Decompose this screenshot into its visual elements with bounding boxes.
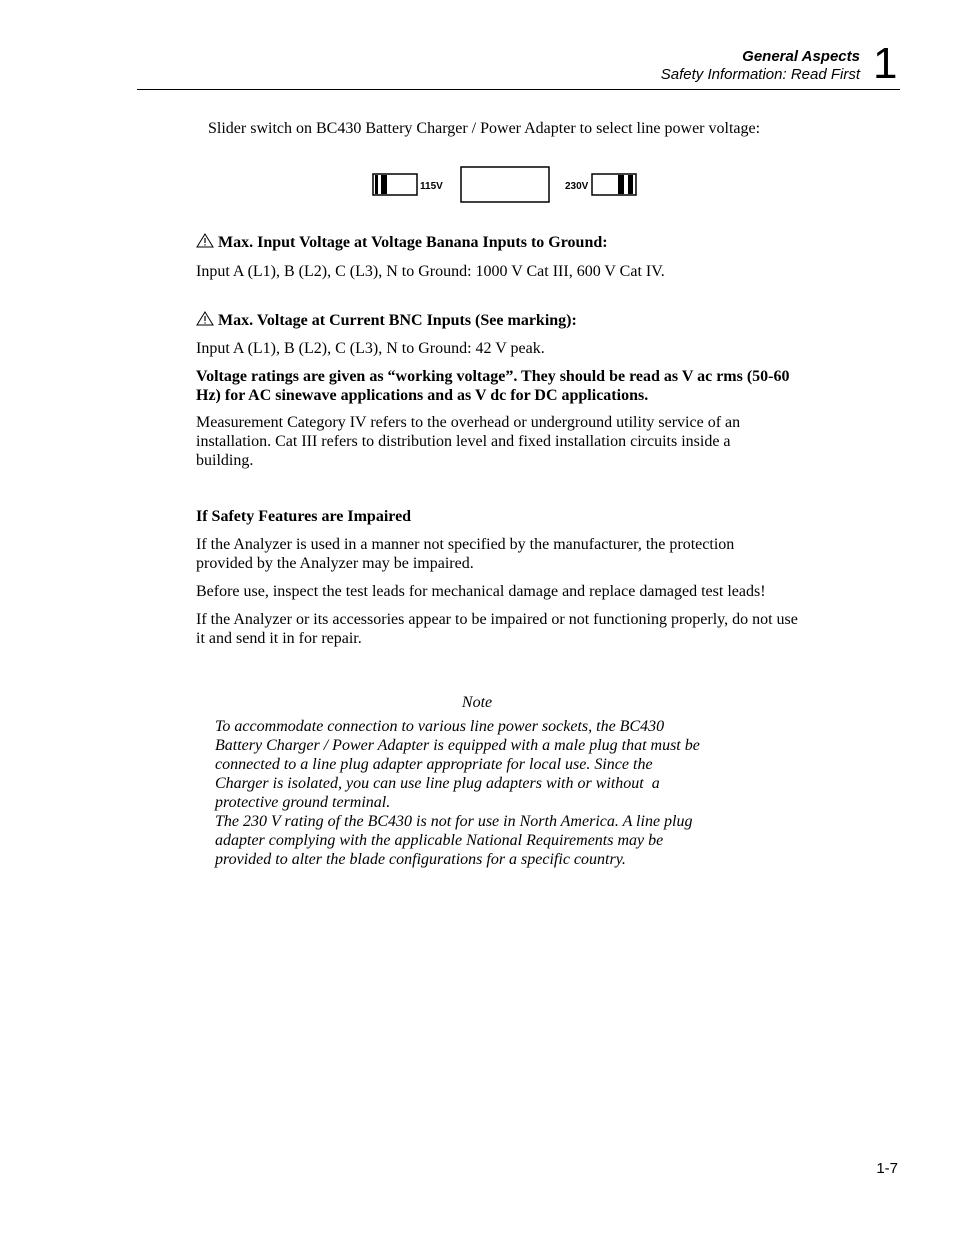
- charger-body: [461, 167, 549, 202]
- bnc-text: Input A (L1), B (L2), C (L3), N to Ground: 42 V peak.: [196, 340, 545, 357]
- page-number: 1-7: [876, 1160, 898, 1177]
- banana-heading: [196, 233, 816, 252]
- intro-text: Slider switch on BC430 Battery Charger / Power Adapter to select line power voltage:: [208, 120, 761, 137]
- section-title: General Aspects: [742, 48, 860, 65]
- note-line: provided to alter the blade configurations for a specific country.: [215, 851, 626, 868]
- category-text: Measurement Category IV refers to the overhead or underground utility service of an installation. Cat III refers to distribution level and fixed installation circuits inside a building.: [196, 414, 741, 469]
- note-line: To accommodate connection to various line power sockets, the BC430: [215, 718, 665, 735]
- switch-230v-icon: [592, 174, 636, 195]
- impaired-p3: If the Analyzer or its accessories appear to be impaired or not functioning properly, do not use it and send it in for repair.: [196, 611, 798, 647]
- section-subtitle: Safety Information: Read First: [660, 66, 860, 83]
- impaired-p1: If the Analyzer is used in a manner not specified by the manufacturer, the protection provided by the Analyzer may be impaired.: [196, 536, 735, 572]
- note-line: Battery Charger / Power Adapter is equipped with a male plug that must be: [215, 737, 700, 754]
- bnc-heading: [196, 311, 816, 330]
- bnc-heading-text: Max. Voltage at Current BNC Inputs (See marking):: [218, 312, 577, 329]
- switch-115v-icon: [373, 174, 417, 195]
- header-rule: [137, 89, 900, 90]
- warning-icon: [196, 311, 214, 326]
- slider-switch-diagram: [360, 160, 650, 210]
- banana-text: Input A (L1), B (L2), C (L3), N to Ground: 1000 V Cat III, 600 V Cat IV.: [196, 263, 665, 280]
- note-line: protective ground terminal.: [215, 794, 391, 811]
- impaired-p2: Before use, inspect the test leads for mechanical damage and replace damaged test leads!: [196, 583, 766, 600]
- note-body: [215, 717, 755, 869]
- note-line: Charger is isolated, you can use line plug adapters with or without a: [215, 775, 660, 792]
- chapter-number: 1: [873, 39, 898, 88]
- note-label: Note: [461, 694, 493, 711]
- warning-icon: [196, 233, 214, 248]
- note-line: connected to a line plug adapter appropriate for local use. Since the: [215, 756, 653, 773]
- banana-heading-text: Max. Input Voltage at Voltage Banana Inputs to Ground:: [218, 234, 608, 251]
- ratings-text: Voltage ratings are given as “working voltage”. They should be read as V ac rms (50-60 Hz) for AC sinewave applications and as V dc for DC applications.: [196, 368, 790, 404]
- label-230v: 230V: [565, 181, 589, 192]
- label-115v: 115V: [420, 181, 443, 192]
- note-line: adapter complying with the applicable National Requirements may be: [215, 832, 664, 849]
- note-line: The 230 V rating of the BC430 is not for use in North America. A line plug: [215, 813, 693, 830]
- impaired-heading: If Safety Features are Impaired: [196, 508, 412, 525]
